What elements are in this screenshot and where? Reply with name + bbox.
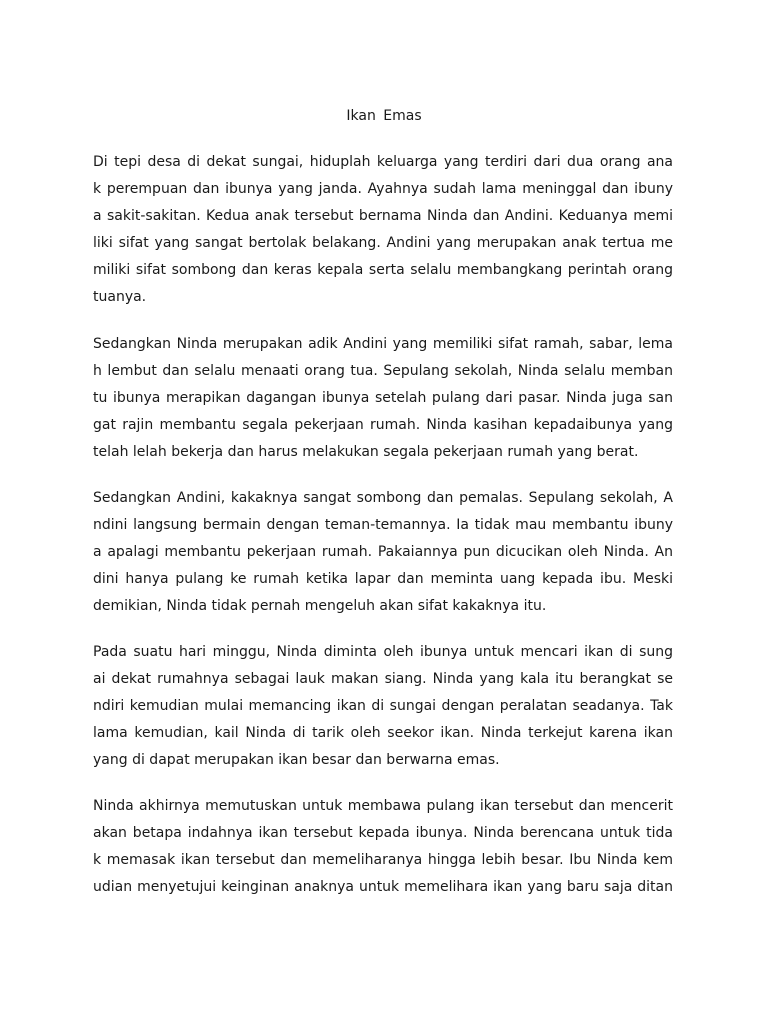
paragraph-line: dini hanya pulang ke rumah ketika lapar dan meminta uang kepada ibu. Meski — [93, 571, 673, 587]
paragraph-line: a sakit-sakitan. Kedua anak tersebut bernama Ninda dan Andini. Keduanya memi — [93, 208, 673, 224]
paragraph-3 — [93, 485, 673, 620]
paragraph-2 — [93, 331, 673, 466]
paragraph-line: Sedangkan Andini, kakaknya sangat sombong dan pemalas. Sepulang sekolah, A — [93, 490, 673, 506]
paragraph-line: ai dekat rumahnya sebagai lauk makan siang. Ninda yang kala itu berangkat se — [93, 671, 673, 687]
paragraph-line: miliki sifat sombong dan keras kepala serta selalu membangkang perintah orang — [93, 262, 673, 278]
paragraph-line: tuanya. — [93, 289, 147, 305]
paragraph-4 — [93, 639, 673, 774]
paragraph-line: Di tepi desa di dekat sungai, hiduplah keluarga yang terdiri dari dua orang ana — [93, 154, 673, 170]
paragraph-line: lama kemudian, kail Ninda di tarik oleh seekor ikan. Ninda terkejut karena ikan — [93, 725, 673, 741]
paragraph-line: ndiri kemudian mulai memancing ikan di sungai dengan peralatan seadanya. Tak — [93, 698, 673, 714]
paragraph-line: ndini langsung bermain dengan teman-temannya. Ia tidak mau membantu ibuny — [93, 517, 673, 533]
paragraph-line: h lembut dan selalu menaati orang tua. Sepulang sekolah, Ninda selalu memban — [93, 363, 673, 379]
paragraph-1 — [93, 149, 673, 311]
paragraph-line: a apalagi membantu pekerjaan rumah. Pakaiannya pun dicucikan oleh Ninda. An — [93, 544, 673, 560]
paragraph-line: gat rajin membantu segala pekerjaan rumah. Ninda kasihan kepadaibunya yang — [93, 417, 673, 433]
paragraph-line: Ninda akhirnya memutuskan untuk membawa pulang ikan tersebut dan mencerit — [93, 798, 673, 814]
paragraph-line: udian menyetujui keinginan anaknya untuk memelihara ikan yang baru saja ditan — [93, 879, 673, 895]
paragraph-line: akan betapa indahnya ikan tersebut kepada ibunya. Ninda berencana untuk tida — [93, 825, 673, 841]
paragraph-line: Sedangkan Ninda merupakan adik Andini yang memiliki sifat ramah, sabar, lema — [93, 336, 673, 352]
paragraph-line: tu ibunya merapikan dagangan ibunya setelah pulang dari pasar. Ninda juga san — [93, 390, 673, 406]
paragraph-line: Pada suatu hari minggu, Ninda diminta oleh ibunya untuk mencari ikan di sung — [93, 644, 673, 660]
paragraph-line: demikian, Ninda tidak pernah mengeluh akan sifat kakaknya itu. — [93, 598, 547, 614]
paragraph-line: yang di dapat merupakan ikan besar dan berwarna emas. — [93, 752, 500, 768]
document-title: Ikan Emas — [346, 108, 422, 124]
paragraph-5 — [93, 793, 673, 901]
paragraph-line: liki sifat yang sangat bertolak belakang. Andini yang merupakan anak tertua me — [93, 235, 673, 251]
paragraph-line: k perempuan dan ibunya yang janda. Ayahnya sudah lama meninggal dan ibuny — [93, 181, 673, 197]
paragraph-line: telah lelah bekerja dan harus melakukan segala pekerjaan rumah yang berat. — [93, 444, 639, 460]
paragraph-line: k memasak ikan tersebut dan memeliharanya hingga lebih besar. Ibu Ninda kem — [93, 852, 673, 868]
